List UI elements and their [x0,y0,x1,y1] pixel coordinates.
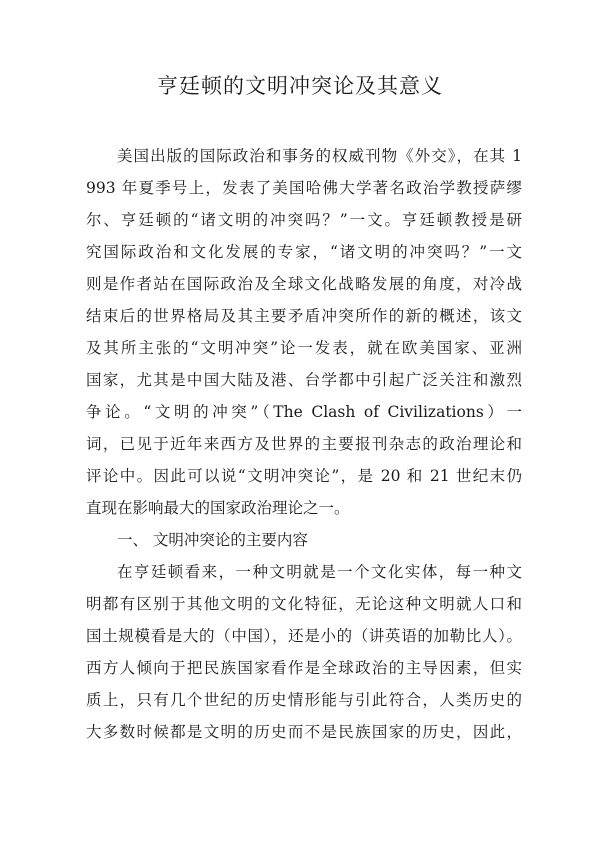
text-line: 究国际政治和文化发展的专家，“诸文明的冲突吗？”一文 [86,243,522,261]
text-line: 大多数时候都是文明的历史而不是民族国家的历史，因此， [86,723,522,741]
text-line: 西方人倾向于把民族国家看作是全球政治的主导因素，但实 [86,659,522,677]
document-title: 亨廷顿的文明冲突论及其意义 [157,74,443,98]
section-heading: 一、 文明冲突论的主要内容 [117,531,308,549]
text-line: 则是作者站在国际政治及全球文化战略发展的角度，对冷战 [86,275,522,293]
text-line: 美国出版的国际政治和事务的权威刊物《外交》，在其 1 [117,147,522,165]
text-line: 国家，尤其是中国大陆及港、台学都中引起广泛关注和激烈 [86,371,522,389]
text-line: 国土规模看是大的（中国），还是小的（讲英语的加勒比人）。 [86,627,522,645]
text-line: 993 年夏季号上，发表了美国哈佛大学著名政治学教授萨缪 [86,179,522,197]
text-line: 在亨廷顿看来，一种文明就是一个文化实体，每一种文 [117,563,522,581]
document-body [86,140,522,748]
text-line: 直现在影响最大的国家政治理论之一。 [86,499,350,517]
text-line: 争论。“文明的冲突”（The Clash of Civilizations）一 [86,403,522,421]
text-line: 词，已见于近年来西方及世界的主要报刊杂志的政治理论和 [86,435,522,453]
text-line: 结束后的世界格局及其主要矛盾冲突所作的新的概述，该文 [86,307,522,325]
text-line: 尔、亨廷顿的“诸文明的冲突吗？”一文。亨廷顿教授是研 [86,211,522,229]
text-line: 及其所主张的“文明冲突”论一发表，就在欧美国家、亚洲 [86,339,522,357]
text-line: 明都有区别于其他文明的文化特征，无论这种文明就人口和 [86,595,522,613]
text-line: 评论中。因此可以说“文明冲突论”，是 20 和 21 世纪末仍 [86,467,522,485]
text-line: 质上，只有几个世纪的历史情形能与引此符合，人类历史的 [86,691,522,709]
